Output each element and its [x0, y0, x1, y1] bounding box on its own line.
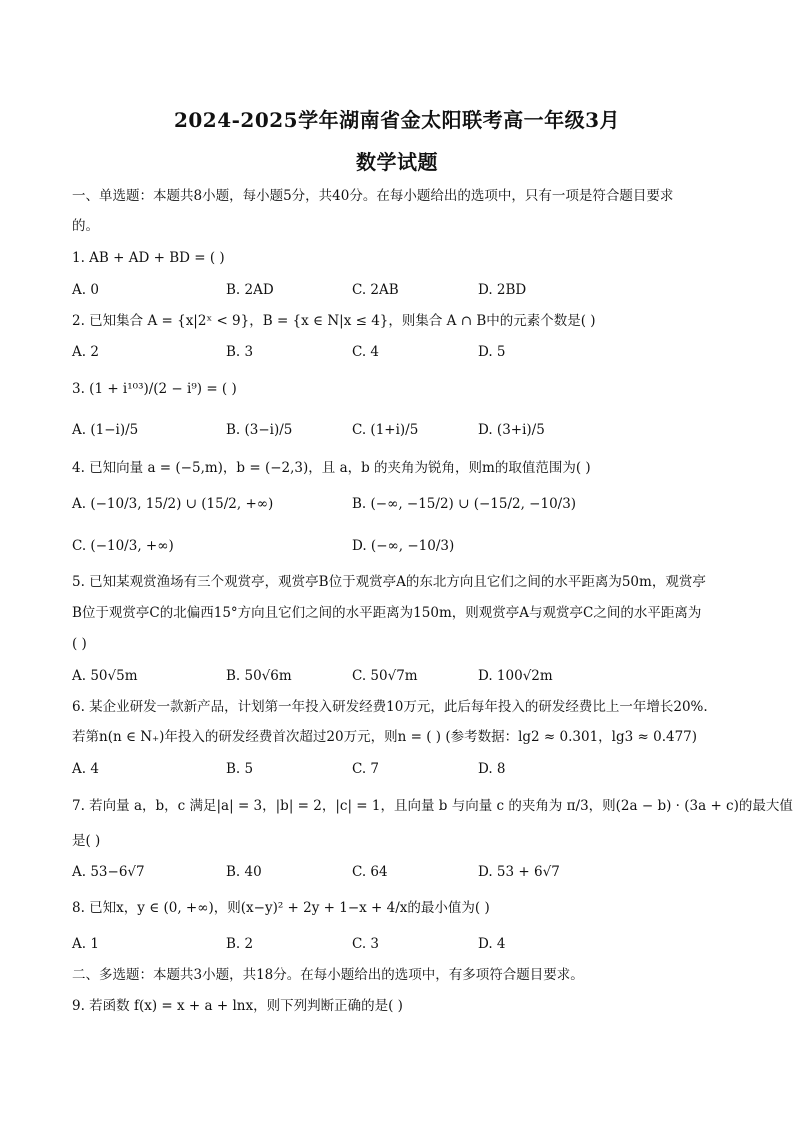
question-8-option-c: C. 3 [352, 936, 380, 952]
question-8-option-d: D. 4 [478, 936, 506, 952]
section-1-heading-cont: 的。 [72, 218, 99, 234]
question-6-option-c: C. 7 [352, 761, 380, 777]
question-6-line-2: 若第n(n ∈ N₊)年投入的研发经费首次超过20万元，则n = ( ) (参考数据：lg2 ≈ 0.301，lg3 ≈ 0.477) [72, 729, 698, 745]
question-8-stem: 8. 已知x，y ∈ (0, +∞)，则(x−y)² + 2y + 1−x + 4/x的最小值为( ) [72, 900, 490, 916]
question-5-option-a: A. 50√5m [72, 668, 138, 684]
question-5-option-c: C. 50√7m [352, 668, 418, 684]
question-5-option-b: B. 50√6m [226, 668, 292, 684]
page-subtitle: 数学试题 [356, 150, 438, 174]
question-6-option-b: B. 5 [226, 761, 254, 777]
question-3-option-d: D. (3+i)/5 [478, 422, 545, 438]
question-4-stem: 4. 已知向量 a = (−5,m)，b = (−2,3)，且 a，b 的夹角为锐角，则m的取值范围为( ) [72, 460, 591, 476]
question-7-option-d: D. 53 + 6√7 [478, 864, 560, 880]
question-7-line-2: 是( ) [72, 833, 101, 849]
question-7-option-c: C. 64 [352, 864, 388, 880]
question-7-option-b: B. 40 [226, 864, 262, 880]
question-5-line-1: 5. 已知某观赏渔场有三个观赏亭，观赏亭B位于观赏亭A的东北方向且它们之间的水平距离为50m，观赏亭 [72, 574, 706, 590]
section-1-heading: 一、单选题：本题共8小题，每小题5分，共40分。在每小题给出的选项中，只有一项是符合题目要求 [72, 188, 674, 204]
question-3-option-b: B. (3−i)/5 [226, 422, 293, 438]
question-2-option-b: B. 3 [226, 344, 254, 360]
question-1-stem: 1. AB + AD + BD = ( ) [72, 250, 225, 266]
question-5-option-d: D. 100√2m [478, 668, 553, 684]
question-6-option-a: A. 4 [72, 761, 99, 777]
question-2-option-a: A. 2 [72, 344, 99, 360]
question-7-line-1: 7. 若向量 a，b，c 满足|a| = 3，|b| = 2，|c| = 1，且向量 b 与向量 c 的夹角为 π/3，则(2a − b) · (3a + c)的最大值 [72, 798, 793, 814]
question-7-option-a: A. 53−6√7 [72, 864, 145, 880]
question-4-option-c: C. (−10/3, +∞) [72, 538, 174, 554]
question-4-option-d: D. (−∞, −10/3) [352, 538, 455, 554]
question-4-option-b: B. (−∞, −15/2) ∪ (−15/2, −10/3) [352, 496, 577, 512]
question-9-stem: 9. 若函数 f(x) = x + a + lnx，则下列判断正确的是( ) [72, 998, 403, 1014]
question-2-option-d: D. 5 [478, 344, 506, 360]
question-8-option-b: B. 2 [226, 936, 254, 952]
question-5-line-2: B位于观赏亭C的北偏西15°方向且它们之间的水平距离为150m，则观赏亭A与观赏亭C之间的水平距离为 [72, 605, 702, 621]
question-4-option-a: A. (−10/3, 15/2) ∪ (15/2, +∞) [72, 496, 274, 512]
question-3-option-c: C. (1+i)/5 [352, 422, 419, 438]
question-1-option-a: A. 0 [72, 282, 99, 298]
question-6-option-d: D. 8 [478, 761, 506, 777]
question-6-line-1: 6. 某企业研发一款新产品，计划第一年投入研发经费10万元，此后每年投入的研发经费比上一年增长20%. [72, 699, 708, 715]
question-3-stem: 3. (1 + i¹⁰³)/(2 − i⁹) = ( ) [72, 381, 237, 397]
question-8-option-a: A. 1 [72, 936, 99, 952]
section-2-heading: 二、多选题：本题共3小题，共18分。在每小题给出的选项中，有多项符合题目要求。 [72, 967, 584, 983]
question-2-stem: 2. 已知集合 A = {x|2ˣ < 9}，B = {x ∈ N|x ≤ 4}，则集合 A ∩ B中的元素个数是( ) [72, 313, 596, 329]
question-5-line-3: ( ) [72, 636, 87, 652]
question-2-option-c: C. 4 [352, 344, 380, 360]
question-1-option-c: C. 2AB [352, 282, 399, 298]
question-3-option-a: A. (1−i)/5 [72, 422, 139, 438]
question-1-option-b: B. 2AD [226, 282, 274, 298]
page-title: 2024-2025学年湖南省金太阳联考高一年级3月 [173, 108, 621, 132]
question-1-option-d: D. 2BD [478, 282, 527, 298]
